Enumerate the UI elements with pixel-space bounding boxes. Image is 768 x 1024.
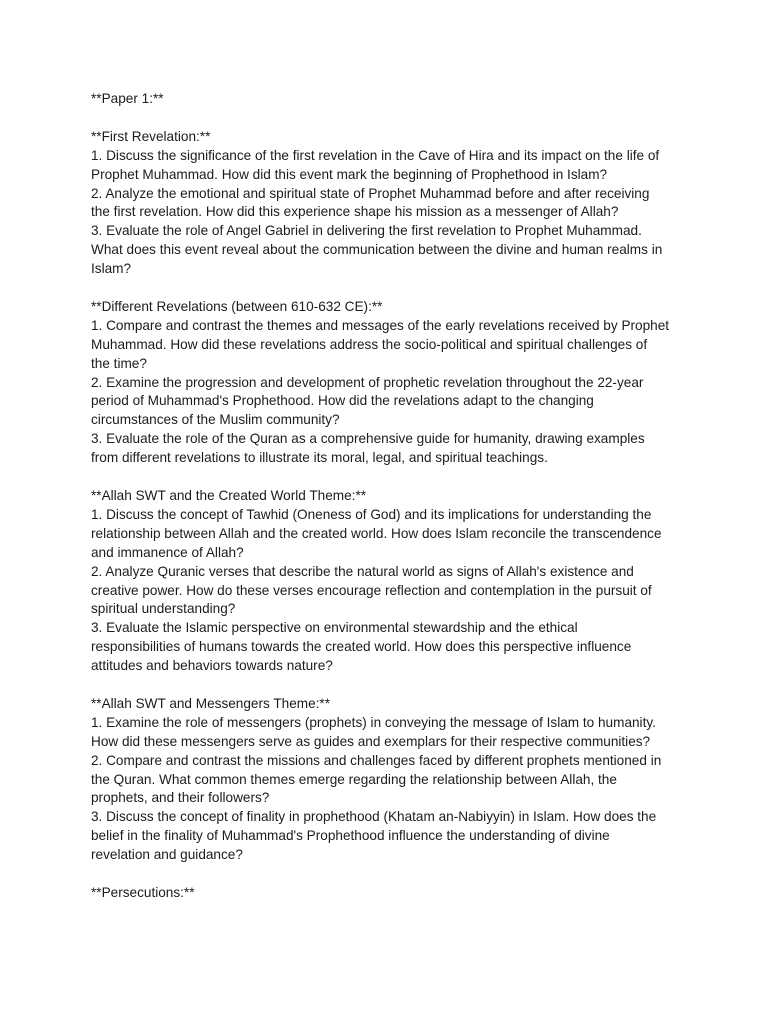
text-line: 1. Discuss the significance of the first revelation in the Cave of Hira and its impact on the life of bbox=[91, 147, 660, 163]
text-line: the Quran. What common themes emerge regarding the relationship between Allah, the bbox=[91, 771, 617, 787]
text-line: spiritual understanding? bbox=[91, 601, 236, 617]
text-line: 1. Compare and contrast the themes and messages of the early revelations received by Prophet bbox=[91, 317, 670, 333]
text-line: 2. Examine the progression and development of prophetic revelation throughout the 22-year bbox=[91, 374, 644, 390]
spacer bbox=[91, 109, 708, 128]
text-line: the time? bbox=[91, 355, 147, 371]
text-line: the first revelation. How did this experience shape his mission as a messenger of Allah? bbox=[91, 204, 619, 220]
text-line: attitudes and behaviors towards nature? bbox=[91, 658, 333, 674]
text-line: period of Muhammad's Prophethood. How did the revelations adapt to the changing bbox=[91, 393, 594, 409]
text-line: creative power. How do these verses encourage reflection and contemplation in the pursuit of bbox=[91, 582, 652, 598]
section-heading: **First Revelation:** bbox=[91, 128, 211, 144]
text-line: Prophet Muhammad. How did this event mark the beginning of Prophethood in Islam? bbox=[91, 166, 608, 182]
text-line: 2. Compare and contrast the missions and challenges faced by different prophets mentioned in bbox=[91, 752, 662, 768]
paper-title: **Paper 1:** bbox=[91, 91, 164, 106]
section-first-revelation bbox=[91, 128, 708, 279]
text-line: 3. Discuss the concept of finality in prophethood (Khatam an-Nabiyyin) in Islam. How does the bbox=[91, 809, 657, 825]
text-line: Islam? bbox=[91, 261, 132, 277]
spacer bbox=[91, 865, 708, 884]
text-line: 3. Evaluate the role of Angel Gabriel in delivering the first revelation to Prophet Muhammad. bbox=[91, 223, 642, 239]
section-different-revelations bbox=[91, 298, 708, 468]
spacer bbox=[91, 676, 708, 695]
text-line: prophets, and their followers? bbox=[91, 790, 270, 806]
text-line: 1. Examine the role of messengers (prophets) in conveying the message of Islam to humanity. bbox=[91, 714, 656, 730]
text-line: 2. Analyze the emotional and spiritual state of Prophet Muhammad before and after receiving bbox=[91, 185, 650, 201]
text-line: circumstances of the Muslim community? bbox=[91, 412, 340, 428]
text-line: 3. Evaluate the role of the Quran as a comprehensive guide for humanity, drawing examples bbox=[91, 431, 645, 447]
section-heading: **Persecutions:** bbox=[91, 884, 195, 900]
text-line: 3. Evaluate the Islamic perspective on environmental stewardship and the ethical bbox=[91, 620, 578, 636]
section-heading: **Allah SWT and the Created World Theme:** bbox=[91, 487, 367, 503]
text-line: Muhammad. How did these revelations address the socio-political and spiritual challenges of bbox=[91, 336, 648, 352]
text-line: 2. Analyze Quranic verses that describe the natural world as signs of Allah's existence and bbox=[91, 563, 634, 579]
text-line: relationship between Allah and the created world. How does Islam reconcile the transcendence bbox=[91, 525, 662, 541]
text-line: responsibilities of humans towards the created world. How does this perspective influence bbox=[91, 639, 632, 655]
spacer bbox=[91, 279, 708, 298]
text-line: 1. Discuss the concept of Tawhid (Oneness of God) and its implications for understanding the bbox=[91, 506, 652, 522]
section-persecutions bbox=[91, 884, 708, 903]
section-messengers bbox=[91, 695, 708, 865]
text-line: and immanence of Allah? bbox=[91, 544, 244, 560]
text-line: revelation and guidance? bbox=[91, 847, 243, 863]
text-line: How did these messengers serve as guides and exemplars for their respective communities? bbox=[91, 733, 651, 749]
section-created-world bbox=[91, 487, 708, 676]
section-heading: **Different Revelations (between 610-632 CE):** bbox=[91, 298, 383, 314]
text-line: belief in the finality of Muhammad's Prophethood influence the understanding of divine bbox=[91, 828, 610, 844]
text-line: What does this event reveal about the communication between the divine and human realms in bbox=[91, 242, 663, 258]
spacer bbox=[91, 468, 708, 487]
section-heading: **Allah SWT and Messengers Theme:** bbox=[91, 695, 331, 711]
text-line: from different revelations to illustrate its moral, legal, and spiritual teachings. bbox=[91, 450, 548, 466]
